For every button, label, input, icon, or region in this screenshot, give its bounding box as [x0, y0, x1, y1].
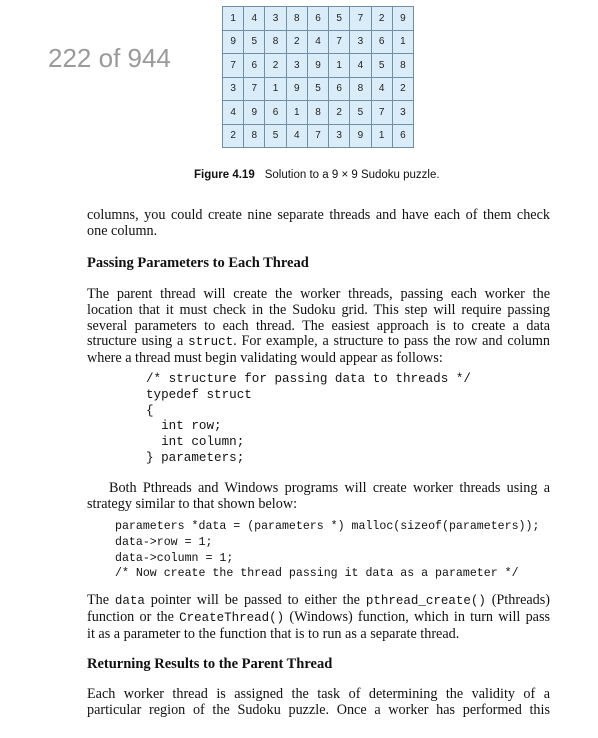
section-heading-returning-results: Returning Results to the Parent Thread: [87, 656, 333, 672]
code-line: data->column = 1;: [115, 551, 234, 565]
sudoku-cell: 6: [371, 30, 392, 54]
sudoku-cell: 9: [286, 77, 307, 101]
sudoku-cell: 7: [223, 54, 244, 78]
sudoku-cell: 1: [223, 7, 244, 31]
text-line: The parent thread will create the worker threads, passing each worker the: [87, 286, 550, 302]
sudoku-row: [223, 7, 414, 31]
sudoku-cell: 9: [392, 7, 413, 31]
code-line: /* structure for passing data to threads */: [146, 372, 471, 386]
sudoku-row: [223, 54, 414, 78]
sudoku-cell: 4: [223, 101, 244, 125]
text-segment: . For example, a structure to pass the row and column: [233, 333, 550, 350]
text-segment: pointer will be passed to either the: [144, 592, 366, 608]
text-line: strategy similar to that shown below:: [87, 495, 298, 512]
sudoku-cell: 1: [265, 77, 286, 101]
sudoku-cell: 6: [244, 54, 265, 78]
sudoku-cell: 5: [350, 101, 371, 125]
text-line: where a thread must begin validating would appear as follows:: [87, 350, 443, 367]
sudoku-cell: 3: [223, 77, 244, 101]
sudoku-cell: 2: [223, 124, 244, 148]
text-line: several parameters to each thread. The easiest approach is to create a data: [87, 317, 550, 334]
code-block-malloc: [115, 519, 539, 582]
sudoku-cell: 3: [265, 7, 286, 31]
sudoku-cell: 6: [307, 7, 328, 31]
paragraph-parent-thread: [87, 287, 550, 367]
figure-caption: [194, 169, 440, 181]
code-line: typedef struct: [146, 387, 252, 402]
inline-code: struct: [188, 335, 234, 350]
text-line: Both Pthreads and Windows programs will create worker threads using a: [109, 480, 550, 496]
paragraph-worker-thread: [87, 687, 550, 719]
sudoku-cell: 4: [350, 54, 371, 78]
sudoku-cell: 7: [350, 7, 371, 31]
sudoku-cell: 9: [350, 124, 371, 148]
sudoku-cell: 1: [286, 101, 307, 125]
sudoku-row: [223, 77, 414, 101]
paragraph-data-pointer: [87, 593, 550, 642]
code-line: int row;: [146, 419, 222, 434]
sudoku-cell: 8: [265, 30, 286, 54]
code-line: data->row = 1;: [115, 535, 213, 549]
code-line: parameters *data = (parameters *) malloc(sizeof(parameters));: [115, 520, 540, 533]
figure-number: Figure 4.19: [194, 169, 255, 181]
text-line: [87, 593, 550, 610]
text-segment: (Pthreads): [485, 592, 550, 608]
figure-caption-text: Solution to a 9 × 9 Sudoku puzzle.: [264, 169, 440, 181]
inline-code: data: [114, 594, 145, 608]
page-counter: 222 of 944: [48, 43, 171, 73]
text-segment: function or the: [87, 608, 180, 625]
sudoku-cell: 3: [286, 54, 307, 78]
text-line: columns, you could create nine separate threads and have each of them check: [87, 207, 550, 223]
sudoku-cell: 1: [329, 54, 350, 78]
sudoku-cell: 7: [329, 30, 350, 54]
sudoku-cell: 4: [371, 77, 392, 101]
inline-code: CreateThread(): [179, 610, 285, 625]
sudoku-cell: 5: [371, 54, 392, 78]
sudoku-cell: 7: [244, 77, 265, 101]
sudoku-cell: 1: [392, 30, 413, 54]
sudoku-cell: 5: [265, 124, 286, 148]
sudoku-cell: 2: [265, 54, 286, 78]
inline-code: pthread_create(): [365, 594, 486, 608]
sudoku-cell: 3: [329, 124, 350, 148]
sudoku-cell: 7: [307, 124, 328, 148]
sudoku-cell: 6: [392, 124, 413, 148]
code-line: } parameters;: [146, 450, 245, 465]
sudoku-cell: 2: [392, 77, 413, 101]
sudoku-cell: 6: [329, 77, 350, 101]
text-line: [87, 334, 550, 351]
sudoku-cell: 6: [265, 101, 286, 125]
sudoku-cell: 5: [244, 30, 265, 54]
sudoku-row: [223, 30, 414, 54]
paragraph-pthreads-windows: [87, 481, 550, 513]
sudoku-cell: 9: [223, 30, 244, 54]
code-block-struct: [146, 372, 471, 467]
paragraph-columns: [87, 208, 550, 240]
sudoku-cell: 4: [286, 124, 307, 148]
sudoku-grid: [222, 6, 414, 148]
sudoku-cell: 8: [244, 124, 265, 148]
text-line: location that it must check in the Sudoku grid. This step will require passing: [87, 301, 550, 318]
text-segment: structure using a: [87, 333, 189, 350]
sudoku-cell: 2: [371, 7, 392, 31]
sudoku-cell: 9: [244, 101, 265, 125]
text-line: [87, 610, 550, 627]
text-line: Each worker thread is assigned the task of determining the validity of a: [87, 686, 550, 702]
sudoku-cell: 7: [371, 101, 392, 125]
section-heading-passing-parameters: Passing Parameters to Each Thread: [87, 255, 309, 271]
sudoku-cell: 4: [307, 30, 328, 54]
sudoku-cell: 8: [392, 54, 413, 78]
sudoku-cell: 3: [392, 101, 413, 125]
sudoku-cell: 5: [329, 7, 350, 31]
sudoku-cell: 8: [307, 101, 328, 125]
sudoku-cell: 8: [350, 77, 371, 101]
text-segment: (Windows) function, which in turn will pass: [284, 608, 551, 625]
text-line: particular region of the Sudoku puzzle. Once a worker has performed this: [87, 701, 550, 718]
code-line: /* Now create the thread passing it data as a parameter */: [115, 567, 519, 581]
text-segment: The: [87, 592, 115, 608]
sudoku-cell: 3: [350, 30, 371, 54]
sudoku-cell: 4: [244, 7, 265, 31]
sudoku-cell: 2: [286, 30, 307, 54]
code-line: {: [146, 403, 154, 418]
sudoku-cell: 1: [371, 124, 392, 148]
text-line: it as a parameter to the function that is to run as a separate thread.: [87, 625, 460, 642]
code-line: int column;: [146, 435, 245, 450]
sudoku-cell: 8: [286, 7, 307, 31]
sudoku-cell: 2: [329, 101, 350, 125]
sudoku-row: [223, 101, 414, 125]
text-line: one column.: [87, 222, 158, 239]
sudoku-cell: 5: [307, 77, 328, 101]
sudoku-cell: 9: [307, 54, 328, 78]
sudoku-row: [223, 124, 414, 148]
